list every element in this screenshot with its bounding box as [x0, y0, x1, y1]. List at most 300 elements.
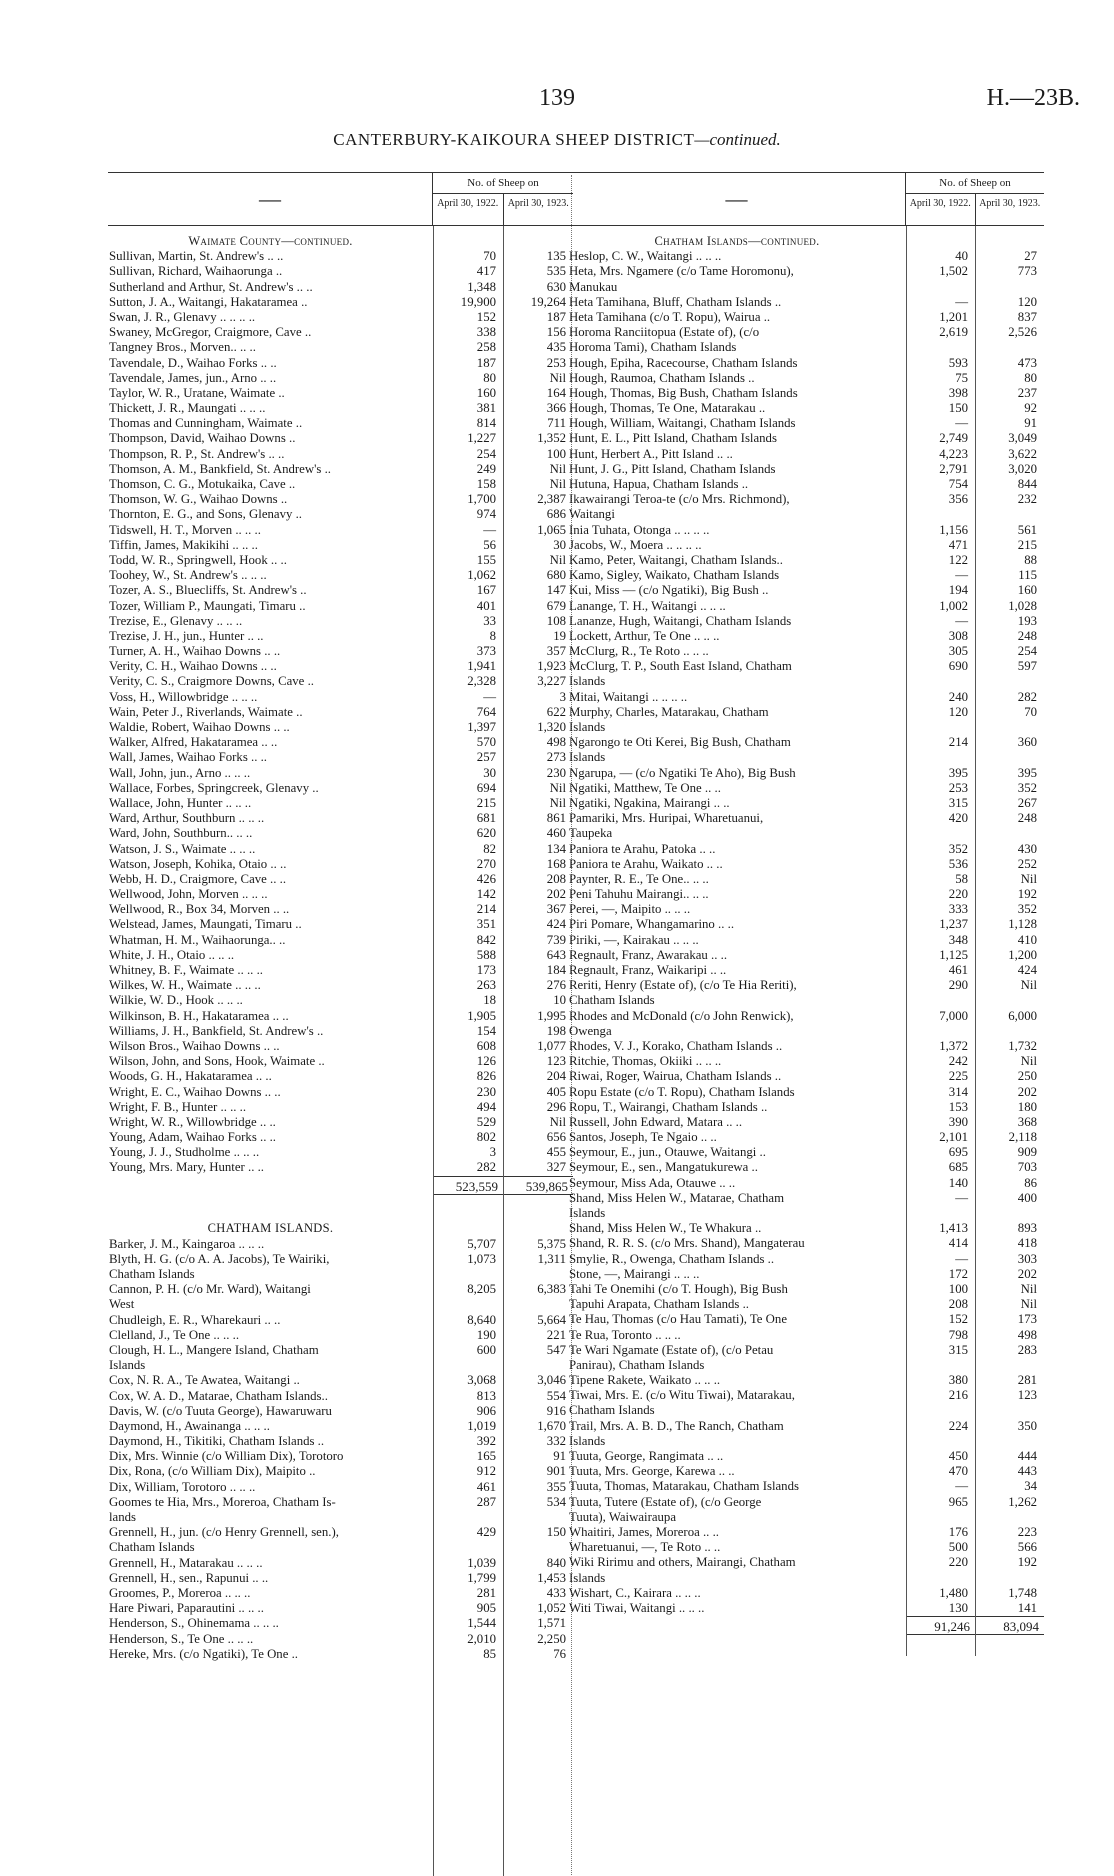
table-row [568, 978, 1044, 993]
sheep-1922: — [955, 294, 968, 309]
sheep-1922: 754 [948, 477, 968, 491]
owner-name: Piriki, —, Kairakau .. .. .. [569, 932, 699, 947]
sheep-1922: 461 [948, 963, 968, 977]
table-row [568, 1236, 1044, 1251]
left-table-body [108, 226, 573, 1662]
table-row [568, 1495, 1044, 1510]
sheep-1922 [906, 1571, 975, 1586]
sheep-1923: 120 [1017, 294, 1037, 309]
owner-name: Lananze, Hugh, Waitangi, Chatham Islands [569, 613, 792, 628]
sheep-1923: 248 [1017, 628, 1037, 643]
sheep-1923: 443 [1017, 1464, 1037, 1479]
owner-name: Grennell, H., sen., Rapunui .. .. [109, 1570, 269, 1585]
header-sheep-title: No. of Sheep on [906, 173, 1044, 194]
owner-name: Wilkie, W. D., Hook .. .. .. [109, 993, 243, 1008]
sheep-1923: 91 [553, 1449, 566, 1464]
sheep-1922: 263 [476, 978, 496, 993]
sheep-1923: 223 [1017, 1524, 1037, 1539]
sheep-1923: 3,622 [1008, 446, 1037, 461]
table-row [568, 1403, 1044, 1418]
owner-name: Panirau), Chatham Islands [569, 1357, 705, 1372]
sheep-1923: 3,049 [1008, 431, 1037, 446]
owner-name: Dix, Mrs. Winnie (c/o William Dix), Torotoro [109, 1449, 344, 1464]
owner-name: lands [109, 1510, 137, 1524]
sheep-1922: 395 [948, 765, 968, 780]
sheep-1922 [906, 1403, 975, 1418]
owner-name: Heta, Mrs. Ngamere (c/o Tame Horomonu), [569, 264, 794, 279]
sheep-1922: 1,905 [467, 1008, 496, 1023]
sheep-1923 [975, 993, 1044, 1008]
table-row [568, 447, 1044, 462]
table-row [568, 1358, 1044, 1373]
sheep-1923: 1,732 [1008, 1038, 1037, 1053]
table-row [568, 872, 1044, 887]
owner-name: Sutton, J. A., Waitangi, Hakataramea .. [109, 294, 308, 309]
owner-name: Voss, H., Willowbridge .. .. .. [109, 689, 258, 704]
sheep-1922: 1,039 [467, 1555, 496, 1570]
owner-name: Wain, Peter J., Riverlands, Waimate .. [109, 704, 303, 719]
sheep-1923: 861 [546, 811, 566, 826]
sheep-1923: 352 [1017, 780, 1037, 795]
title-continued: —continued. [694, 130, 781, 149]
sheep-1922: 802 [476, 1130, 496, 1145]
owner-name: Thompson, David, Waihao Downs .. [109, 431, 296, 446]
sheep-1923: Nil [1020, 1281, 1037, 1296]
sheep-1923: 630 [546, 279, 566, 294]
sheep-1922 [433, 1510, 503, 1525]
sheep-1922: 158 [476, 477, 496, 491]
sheep-1922: 85 [483, 1646, 496, 1661]
table-row [568, 568, 1044, 583]
sheep-1922: 373 [476, 644, 496, 659]
owner-name: Heta Tamihana, Bluff, Chatham Islands .. [569, 294, 782, 309]
table-row [568, 1085, 1044, 1100]
table-row [568, 690, 1044, 705]
sheep-1922 [433, 1267, 503, 1282]
sheep-1923 [975, 340, 1044, 355]
sheep-1923: 156 [546, 325, 566, 340]
sheep-1922: 8,640 [467, 1312, 496, 1327]
sheep-1922: — [955, 1251, 968, 1266]
owner-name: Smylie, R., Owenga, Chatham Islands .. [569, 1251, 775, 1266]
sheep-1923 [975, 507, 1044, 522]
sheep-1922: 80 [483, 370, 496, 385]
owner-name: Rhodes and McDonald (c/o John Renwick), [569, 1008, 794, 1023]
owner-name: Tuuta, Thomas, Matarakau, Chatham Islands [569, 1479, 799, 1494]
sheep-1922: 593 [948, 355, 968, 370]
sheep-1923: 355 [546, 1479, 566, 1494]
table-row [568, 1449, 1044, 1464]
owner-name: Islands [109, 1358, 146, 1373]
sheep-1922: 2,010 [467, 1631, 496, 1646]
sheep-1922: 176 [948, 1524, 968, 1539]
owner-name: Te Rua, Toronto .. .. .. [569, 1327, 681, 1342]
sheep-1923: 1,453 [537, 1570, 566, 1585]
owner-name: Jacobs, W., Moera .. .. .. .. [569, 537, 702, 552]
sheep-1923: 435 [546, 340, 566, 355]
sheep-1923: 303 [1017, 1251, 1037, 1266]
sheep-1923: 597 [1017, 659, 1037, 674]
sheep-1922: 194 [948, 583, 968, 598]
sheep-1923: Nil [549, 1114, 566, 1129]
sheep-1923 [503, 1297, 573, 1312]
table-row [568, 1555, 1044, 1570]
table-row [568, 1297, 1044, 1312]
sheep-1923 [975, 280, 1044, 295]
sheep-1923: 204 [546, 1069, 566, 1084]
sheep-1923: 296 [546, 1099, 566, 1114]
owner-name: Tozer, A. S., Bluecliffs, St. Andrew's .. [109, 583, 307, 598]
table-row [568, 538, 1044, 553]
owner-name: Ward, Arthur, Southburn .. .. .. [109, 811, 265, 826]
sheep-1922: 208 [948, 1297, 968, 1312]
sheep-1923: 281 [1017, 1373, 1037, 1388]
owner-name: Tapuhi Arapata, Chatham Islands .. [569, 1297, 749, 1312]
sheep-1923: 703 [1017, 1160, 1037, 1175]
sheep-1922: 258 [476, 340, 496, 355]
sheep-1923: 10 [553, 993, 566, 1008]
sheep-1923 [975, 1571, 1044, 1586]
owner-name: Tozer, William P., Maungati, Timaru .. [109, 598, 306, 613]
header-year-1923: April 30, 1923. [979, 198, 1041, 209]
sheep-1923: 276 [546, 978, 566, 993]
sheep-1923: 230 [546, 765, 566, 780]
owner-name: Te Hau, Thomas (c/o Hau Tamati), Te One [569, 1312, 787, 1327]
sheep-1923: 19 [553, 628, 566, 643]
sheep-1922: — [955, 1479, 968, 1494]
owner-name: Regnault, Franz, Waikaripi .. .. [569, 963, 727, 977]
section-heading: Waimate County—continued. [188, 234, 353, 248]
sheep-1923: 2,387 [537, 492, 566, 507]
sheep-1922: 1,544 [467, 1616, 496, 1631]
sheep-1923: 561 [1017, 522, 1037, 537]
sheep-1923: 30 [553, 537, 566, 552]
table-row [568, 325, 1044, 340]
sheep-1922: 1,019 [467, 1418, 496, 1433]
sheep-1922: 398 [948, 385, 968, 400]
sheep-1922: 380 [948, 1373, 968, 1388]
table-row [568, 902, 1044, 917]
sheep-1922: 1,237 [939, 917, 968, 932]
owner-name: Wallace, John, Hunter .. .. .. [109, 795, 252, 810]
sheep-1923: 433 [546, 1585, 566, 1600]
sheep-1923: 208 [546, 871, 566, 886]
sheep-1923: 123 [546, 1054, 566, 1069]
sheep-1923: 193 [1017, 613, 1037, 628]
sheep-1923: 2,250 [537, 1631, 566, 1646]
sheep-1923: 366 [546, 401, 566, 416]
sheep-1922: 348 [948, 932, 968, 947]
sheep-1923: 1,995 [537, 1008, 566, 1023]
sheep-1922: 826 [476, 1069, 496, 1084]
table-row [568, 1206, 1044, 1221]
owner-name: Wall, John, jun., Arno .. .. .. [109, 765, 251, 780]
owner-name: Ngatiki, Ngakina, Mairangi .. .. [569, 795, 730, 810]
sheep-1923: 250 [1017, 1069, 1037, 1084]
sheep-1923: 184 [546, 963, 566, 977]
owner-name: Tiffin, James, Makikihi .. .. .. [109, 537, 258, 552]
owner-name: Thomson, C. G., Motukaika, Cave .. [109, 477, 296, 491]
owner-name: Islands [569, 674, 606, 689]
owner-name: Woods, G. H., Hakataramea .. .. [109, 1069, 272, 1084]
sheep-1922: 1,941 [467, 659, 496, 674]
sheep-1922 [906, 1206, 975, 1221]
sheep-1923: 76 [553, 1646, 566, 1661]
owner-name: Peni Tahuhu Mairangi.. .. .. [569, 887, 709, 902]
sheep-1922: 18 [483, 993, 496, 1008]
table-row [568, 735, 1044, 750]
owner-name: Ward, John, Southburn.. .. .. [109, 826, 253, 841]
sheep-1922: 494 [476, 1099, 496, 1114]
sheep-1922: 56 [483, 537, 496, 552]
total-row [568, 1616, 1044, 1635]
owner-name: Tavendale, D., Waihao Forks .. .. [109, 355, 277, 370]
table-row [568, 1130, 1044, 1145]
sheep-1923: 473 [1017, 355, 1037, 370]
sheep-1922: 1,502 [939, 264, 968, 279]
sheep-1922: 8 [489, 628, 496, 643]
owner-name: Ikawairangi Teroa-te (c/o Mrs. Richmond), [569, 492, 790, 507]
sheep-1923: 547 [546, 1342, 566, 1357]
sheep-1922: 1,073 [467, 1251, 496, 1266]
owner-name: Clough, H. L., Mangere Island, Chatham [109, 1342, 319, 1357]
sheep-1922: 1,372 [939, 1038, 968, 1053]
owner-name: Islands [569, 720, 606, 734]
table-row [568, 523, 1044, 538]
sheep-1922: 33 [483, 613, 496, 628]
sheep-1923: 27 [1024, 249, 1037, 264]
owner-name: Sullivan, Martin, St. Andrew's .. .. [109, 249, 284, 264]
owner-name: Thomson, A. M., Bankfield, St. Andrew's .. [109, 461, 331, 476]
sheep-1923: 180 [1017, 1099, 1037, 1114]
table-row [568, 553, 1044, 568]
table-row [568, 1525, 1044, 1540]
table-row [568, 644, 1044, 659]
owner-name: Cannon, P. H. (c/o Mr. Ward), Waitangi [109, 1282, 311, 1297]
table-row [568, 933, 1044, 948]
sheep-1923: 773 [1017, 264, 1037, 279]
table-row [568, 993, 1044, 1008]
sheep-1922: 165 [476, 1449, 496, 1464]
owner-name: Verity, C. S., Craigmore Downs, Cave .. [109, 674, 314, 689]
table-row [568, 1540, 1044, 1555]
owner-name: Tavendale, James, jun., Arno .. .. [109, 370, 277, 385]
sheep-1922: 187 [476, 355, 496, 370]
header-year-1922: April 30, 1922. [433, 194, 504, 225]
sheep-1923: 368 [1017, 1114, 1037, 1129]
owner-name: Hunt, Herbert A., Pitt Island .. .. [569, 446, 733, 461]
table-row [568, 1282, 1044, 1297]
owner-name: Davis, W. (c/o Tuuta George), Hawaruwaru [109, 1403, 332, 1418]
sheep-1922: 216 [948, 1388, 968, 1403]
sheep-1922 [433, 1358, 503, 1373]
table-row [568, 1024, 1044, 1039]
table-row [568, 462, 1044, 477]
sheep-1922: 1,480 [939, 1585, 968, 1600]
owner-name: Hough, William, Waitangi, Chatham Islands [569, 416, 796, 431]
sheep-1922: 167 [476, 583, 496, 598]
owner-name: Hunt, J. G., Pitt Island, Chatham Islands [569, 461, 776, 476]
owner-name: Watson, Joseph, Kohika, Otaio .. .. [109, 856, 287, 871]
sheep-1922 [906, 340, 975, 355]
owner-name: Wishart, C., Kairara .. .. .. [569, 1585, 701, 1600]
table-row [568, 781, 1044, 796]
sheep-1922: 4,223 [939, 446, 968, 461]
sheep-1923: 460 [546, 826, 566, 841]
column-rule [975, 226, 976, 1656]
sheep-1922: 120 [948, 704, 968, 719]
sheep-1923: 498 [546, 735, 566, 750]
owner-name: Seymour, E., sen., Mangatukurewa .. [569, 1160, 758, 1175]
sheep-1923: 187 [546, 309, 566, 324]
sheep-1923: 643 [546, 947, 566, 962]
owner-name: Webb, H. D., Craigmore, Cave .. .. [109, 871, 287, 886]
table-row [568, 1160, 1044, 1175]
sheep-1923 [503, 1267, 573, 1282]
sheep-1922: 122 [948, 552, 968, 567]
owner-name: Hare Piwari, Paparautini .. .. .. [109, 1601, 264, 1616]
table-row [568, 1586, 1044, 1601]
sheep-1923: Nil [549, 795, 566, 810]
owner-name: Cox, W. A. D., Matarae, Chatham Islands.. [109, 1388, 328, 1403]
owner-name: Witi Tiwai, Waitangi .. .. .. [569, 1600, 705, 1615]
sheep-1922: 30 [483, 765, 496, 780]
owner-name: Dix, Rona, (c/o William Dix), Maipito .. [109, 1464, 316, 1479]
owner-name: Ropu, T., Wairangi, Chatham Islands .. [569, 1099, 768, 1114]
sheep-1922: 75 [955, 370, 968, 385]
sheep-1923: Nil [549, 461, 566, 476]
sheep-1922: 240 [948, 689, 968, 704]
sheep-1922: 287 [476, 1494, 496, 1509]
sheep-1922: 974 [476, 507, 496, 522]
owner-name: Riwai, Roger, Wairua, Chatham Islands .. [569, 1069, 782, 1084]
sheep-1922 [906, 507, 975, 522]
owner-name: Hough, Thomas, Te One, Matarakau .. [569, 401, 766, 416]
owner-name: Tipene Rakete, Waikato .. .. .. [569, 1373, 721, 1388]
sheep-1923: 1,065 [537, 522, 566, 537]
sheep-1922: 314 [948, 1084, 968, 1099]
sheep-1923: 1,052 [537, 1601, 566, 1616]
table-row [568, 857, 1044, 872]
owner-name: Wright, W. R., Willowbridge .. .. [109, 1114, 276, 1129]
table-row [568, 310, 1044, 325]
sheep-1923: 367 [546, 902, 566, 917]
sheep-1923: 410 [1017, 932, 1037, 947]
header-sheep-group [432, 173, 573, 225]
sheep-1922 [906, 1510, 975, 1525]
table-row [568, 1510, 1044, 1525]
sheep-1923: 1,352 [537, 431, 566, 446]
table-row [568, 416, 1044, 431]
table-row [568, 1054, 1044, 1069]
table-row [568, 1115, 1044, 1130]
table-header [568, 173, 1044, 226]
sheep-1922: 40 [955, 249, 968, 264]
sheep-1922: 529 [476, 1114, 496, 1129]
sheep-1922 [906, 750, 975, 765]
sheep-1922: 308 [948, 628, 968, 643]
owner-name: Heslop, C. W., Waitangi .. .. .. [569, 249, 722, 264]
table-row [568, 1252, 1044, 1267]
sheep-1922: 420 [948, 811, 968, 826]
owner-name: Lockett, Arthur, Te One .. .. .. [569, 628, 720, 643]
sheep-1923: 686 [546, 507, 566, 522]
sheep-1922: 381 [476, 401, 496, 416]
table-row [568, 720, 1044, 735]
sheep-1923: 168 [546, 856, 566, 871]
owner-name: Chudleigh, E. R., Wharekauri .. .. [109, 1312, 281, 1327]
sheep-1923 [975, 674, 1044, 689]
table-row [568, 842, 1044, 857]
table-row [568, 1343, 1044, 1358]
owner-name: Chatham Islands [569, 1403, 655, 1418]
sheep-1922: 588 [476, 947, 496, 962]
section-heading: Chatham Islands—continued. [654, 234, 820, 248]
sheep-1923: 254 [1017, 644, 1037, 659]
owner-name: Piri Pomare, Whangamarino .. .. [569, 917, 735, 932]
sheep-1923: 164 [546, 385, 566, 400]
sheep-1923: Nil [1020, 978, 1037, 993]
owner-name: Goomes te Hia, Mrs., Moreroa, Chatham Is- [109, 1494, 336, 1509]
table-row [568, 401, 1044, 416]
sheep-1922: 2,619 [939, 325, 968, 340]
sheep-1923: 424 [1017, 963, 1037, 977]
sheep-1923: 455 [546, 1145, 566, 1160]
table-row [568, 477, 1044, 492]
owner-name: Wilkinson, B. H., Hakataramea .. .. [109, 1008, 289, 1023]
sheep-1923 [975, 826, 1044, 841]
owner-name: Young, Mrs. Mary, Hunter .. .. [109, 1160, 264, 1175]
sheep-1922: 155 [476, 552, 496, 567]
table-row [568, 599, 1044, 614]
sheep-1922: 8,205 [467, 1282, 496, 1297]
owner-name: Groomes, P., Moreroa .. .. .. [109, 1585, 251, 1600]
owner-name: Barker, J. M., Kaingaroa .. .. .. [109, 1236, 265, 1251]
owner-name: Te Wari Ngamate (Estate of), (c/o Petau [569, 1342, 774, 1357]
owner-name: Ngarupa, — (c/o Ngatiki Te Aho), Big Bush [569, 765, 796, 780]
owner-name: Islands [569, 750, 606, 765]
owner-name: Walker, Alfred, Hakataramea .. .. [109, 735, 278, 750]
sheep-1923: 252 [1017, 856, 1037, 871]
owner-name: Tuuta), Waiwairaupa [569, 1509, 677, 1524]
sheep-1922: 798 [948, 1327, 968, 1342]
sheep-1922 [906, 280, 975, 295]
sheep-1922: 225 [948, 1069, 968, 1084]
sheep-1922: 190 [476, 1327, 496, 1342]
sheep-1923: 3 [559, 689, 566, 704]
table-row [568, 629, 1044, 644]
owner-name: Hough, Epiha, Racecourse, Chatham Islands [569, 355, 798, 370]
sheep-1923 [503, 1510, 573, 1525]
sheep-1922: 414 [948, 1236, 968, 1251]
sheep-1922: 1,125 [939, 947, 968, 962]
owner-name: Stone, —, Mairangi .. .. .. [569, 1266, 700, 1281]
sheep-1923: 283 [1017, 1342, 1037, 1357]
sheep-1923: 357 [546, 644, 566, 659]
owner-name: Hutuna, Hapua, Chatham Islands .. [569, 477, 749, 491]
owner-name: Tidswell, H. T., Morven .. .. .. [109, 522, 261, 537]
owner-name: Seymour, E., jun., Otauwe, Waitangi .. [569, 1145, 766, 1160]
sheep-1923: 840 [546, 1555, 566, 1570]
sheep-1923: 1,571 [537, 1616, 566, 1631]
page-title [0, 130, 1114, 150]
sheep-1923: 6,000 [1008, 1008, 1037, 1023]
owner-name: Trail, Mrs. A. B. D., The Ranch, Chatham [569, 1418, 784, 1433]
owner-name: Ropu Estate (c/o T. Ropu), Chatham Islands [569, 1084, 795, 1099]
owner-name: Taylor, W. R., Uratane, Waimate .. [109, 385, 285, 400]
owner-name: Waldie, Robert, Waihao Downs .. .. [109, 720, 290, 734]
sheep-1922: 257 [476, 750, 496, 765]
